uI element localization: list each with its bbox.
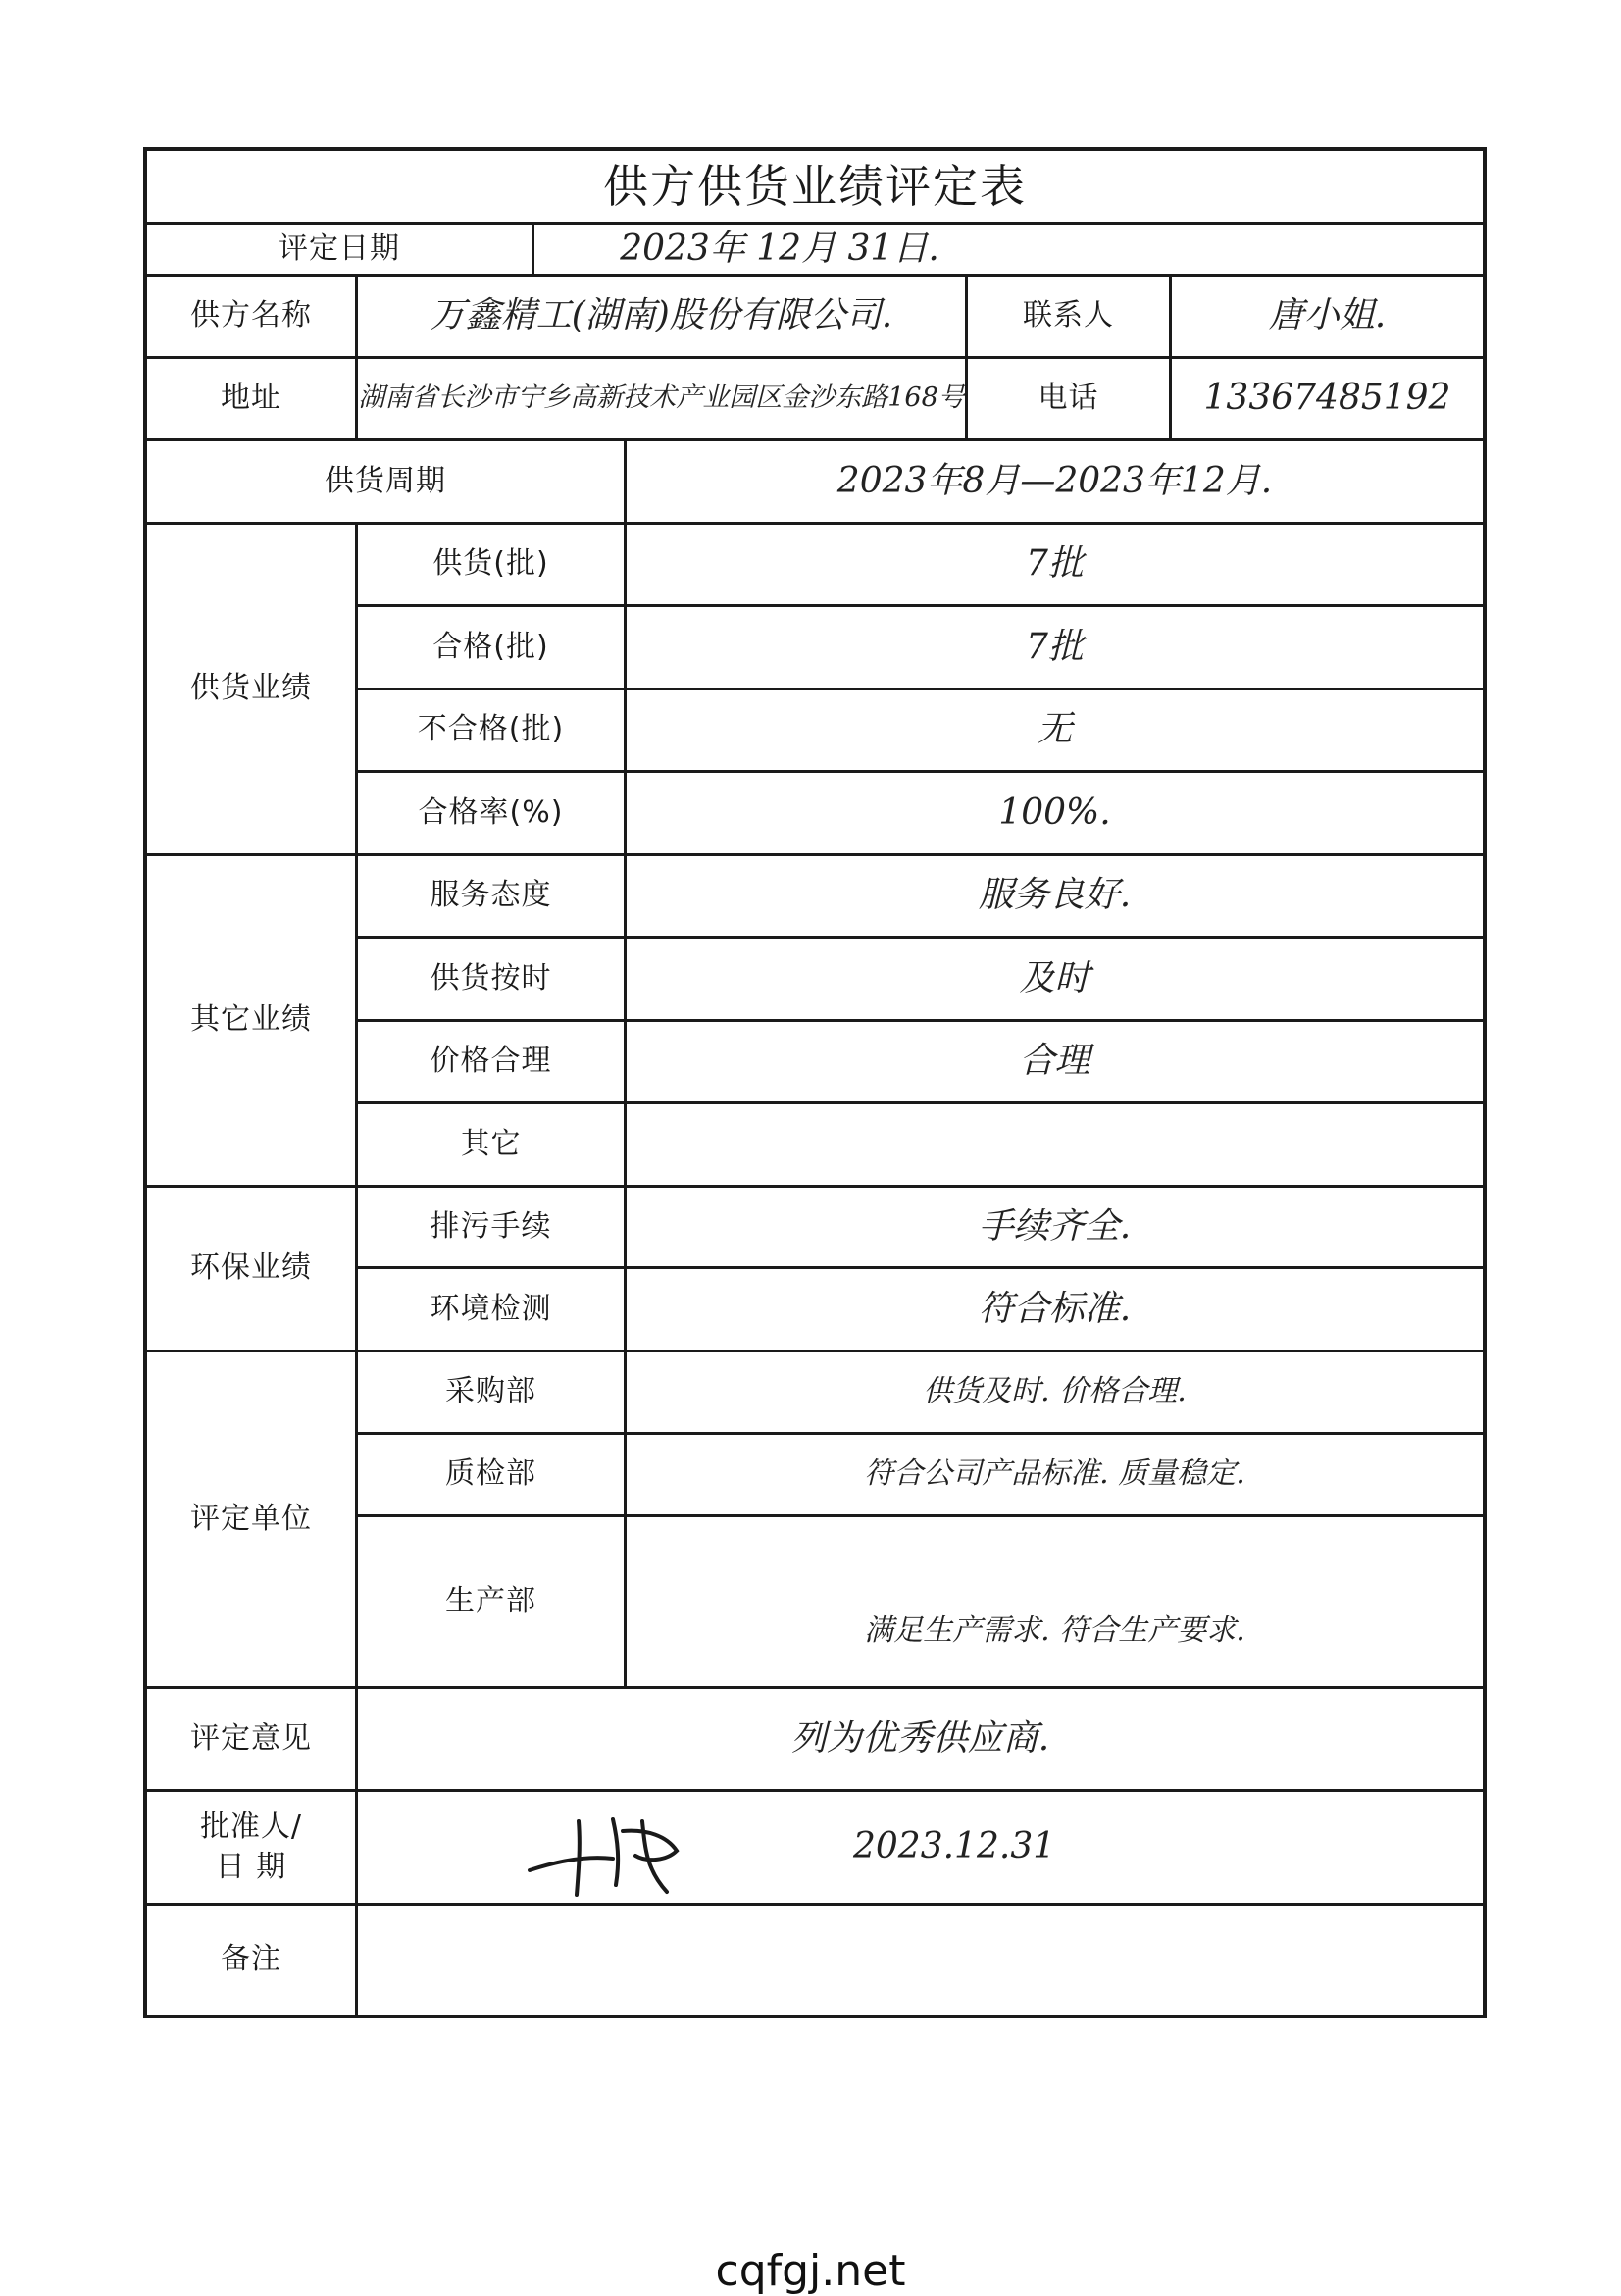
approver-label-line2: 日 期 <box>215 1849 287 1884</box>
qc-dept-label: 质检部 <box>445 1456 536 1492</box>
evaluation-form <box>143 147 1487 2018</box>
signature-mark <box>520 1802 853 1900</box>
opinion-value: 列为优秀供应商. <box>790 1717 1050 1759</box>
production-dept-value: 满足生产需求. 符合生产要求. <box>864 1612 1245 1648</box>
form-title: 供方供货业绩评定表 <box>603 159 1027 213</box>
env-perf-label: 环保业绩 <box>190 1250 312 1286</box>
other-value <box>627 1104 1483 1185</box>
discharge-permit-label: 排污手续 <box>430 1208 552 1244</box>
on-time-label: 供货按时 <box>430 960 552 995</box>
opinion-label: 评定意见 <box>190 1720 312 1756</box>
phone-value: 13367485192 <box>1203 378 1451 419</box>
on-time-value: 及时 <box>1019 957 1090 998</box>
phone-label: 电话 <box>1038 381 1099 416</box>
pass-rate-label: 合格率(%) <box>418 794 564 830</box>
purchasing-dept-value: 供货及时. 价格合理. <box>923 1374 1187 1409</box>
eval-date-label: 评定日期 <box>279 230 400 266</box>
service-attitude-value: 服务良好. <box>978 875 1132 916</box>
approver-signature <box>520 1802 853 1900</box>
contact-label: 联系人 <box>1023 298 1114 333</box>
qc-dept-value: 符合公司产品标准. 质量稳定. <box>864 1456 1245 1492</box>
approver-label <box>147 1792 355 1903</box>
discharge-permit-value: 手续齐全. <box>978 1205 1132 1247</box>
supply-batches-label: 供货(批) <box>432 546 549 582</box>
price-reasonable-label: 价格合理 <box>430 1044 552 1079</box>
supplier-value: 万鑫精工(湖南)股份有限公司. <box>430 295 893 336</box>
remarks-value <box>358 1906 1483 2015</box>
site-watermark: cqfgj.net <box>715 2246 906 2296</box>
env-testing-label: 环境检测 <box>430 1291 552 1326</box>
approver-label-line1: 批准人/ <box>199 1810 303 1844</box>
address-label: 地址 <box>221 381 281 416</box>
period-value: 2023年8月—2023年12月. <box>836 460 1273 501</box>
other-label: 其它 <box>460 1126 522 1161</box>
period-label: 供货周期 <box>325 463 446 498</box>
address-value: 湖南省长沙市宁乡高新技术产业园区金沙东路168号 <box>358 383 965 414</box>
approval-date-value: 2023.12.31 <box>853 1826 1056 1867</box>
pass-rate-value: 100%. <box>998 791 1111 833</box>
eval-date-value: 2023年 12月 31日. <box>620 228 939 269</box>
service-attitude-label: 服务态度 <box>430 878 552 913</box>
supply-batches-value: 7批 <box>1026 543 1084 585</box>
production-dept-label: 生产部 <box>445 1583 536 1618</box>
remarks-label: 备注 <box>221 1942 281 1977</box>
eval-unit-label: 评定单位 <box>190 1501 312 1536</box>
supply-perf-label: 供货业绩 <box>190 671 312 706</box>
purchasing-dept-label: 采购部 <box>445 1374 536 1409</box>
unqualified-batches-value: 无 <box>1037 709 1073 750</box>
supplier-label: 供方名称 <box>190 298 312 333</box>
env-testing-value: 符合标准. <box>978 1288 1132 1329</box>
unqualified-batches-label: 不合格(批) <box>417 712 565 747</box>
qualified-batches-label: 合格(批) <box>432 629 549 664</box>
qualified-batches-value: 7批 <box>1026 626 1084 667</box>
contact-value: 唐小姐. <box>1268 295 1387 336</box>
price-reasonable-value: 合理 <box>1019 1041 1090 1082</box>
other-perf-label: 其它业绩 <box>190 1002 312 1038</box>
